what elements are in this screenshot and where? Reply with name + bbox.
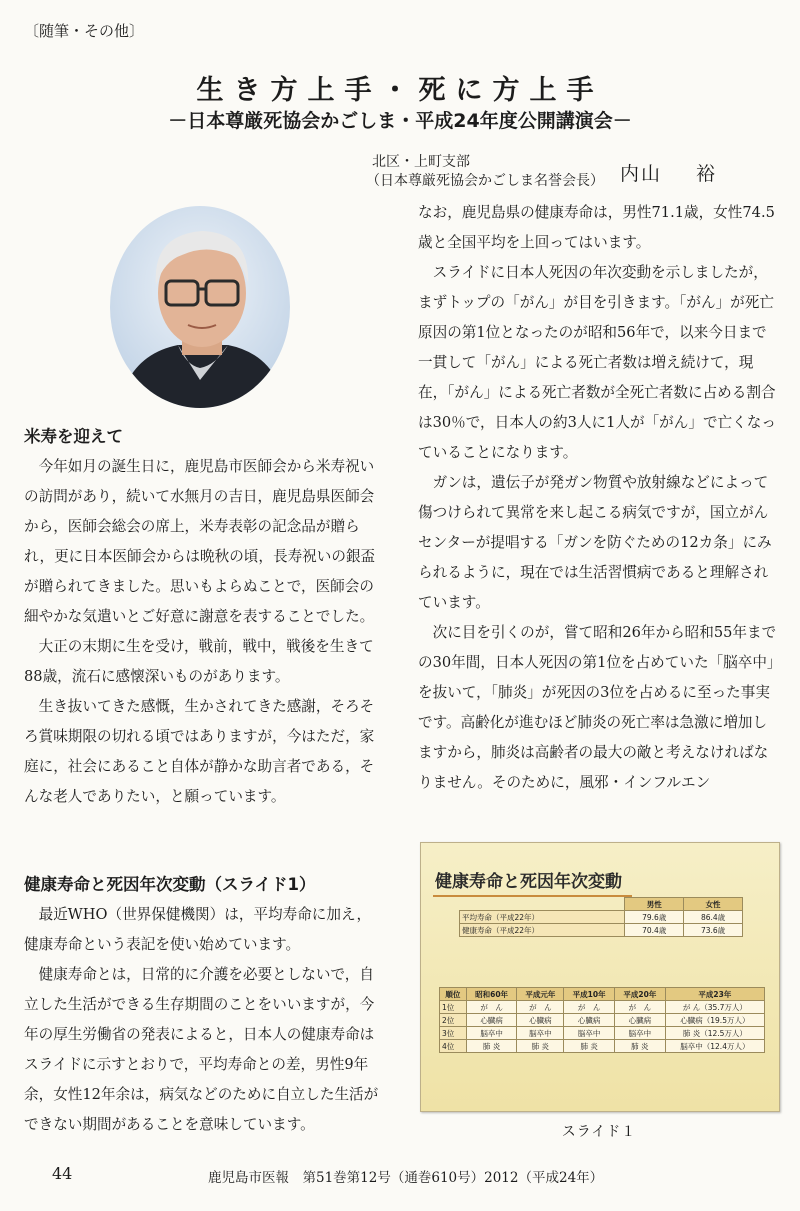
table-cell: 脳卒中 (466, 1027, 517, 1040)
table-cell: 73.6歳 (684, 924, 743, 937)
paragraph: なお，鹿児島県の健康寿命は，男性71.1歳，女性74.5歳と全国平均を上回ってはいます。 (418, 204, 775, 251)
table-cell: 心臓病 (517, 1014, 564, 1027)
table-cell: 肺 炎 (564, 1040, 615, 1053)
table-cell: 脳卒中 (615, 1027, 666, 1040)
table-cell: 70.4歳 (625, 924, 684, 937)
article-title: 生き方上手・死に方上手 (196, 75, 604, 106)
table-header-cell: 平成23年 (665, 988, 764, 1001)
page-number: 44 (52, 1164, 73, 1183)
table-cell: 心臓病（19.5万人） (665, 1014, 764, 1027)
table-cell: 肺 炎 (466, 1040, 517, 1053)
article-subtitle: －日本尊厳死協会かごしま・平成24年度公開講演会－ (168, 110, 632, 132)
table-row (440, 1040, 765, 1053)
section-health-lifespan (24, 870, 384, 1140)
slide-figure (420, 842, 780, 1112)
author-affiliation-branch: 北区・上町支部 (372, 154, 470, 170)
author-affiliation-title: （日本尊厳死協会かごしま名誉会長） (366, 173, 604, 189)
table-cell: 肺 炎 (615, 1040, 666, 1053)
author-portrait-image (108, 205, 292, 410)
paragraph: 生き抜いてきた感慨，生かされてきた感謝，そろそろ賞味期限の切れる頃ではありますが，今はただ，家庭に，社会にあること自体が静かな助言者である，そんな老人でありたい，と願っています。 (24, 698, 375, 805)
table-cell: 心臓病 (615, 1014, 666, 1027)
table-cell: 脳卒中 (564, 1027, 615, 1040)
table-row (460, 911, 743, 924)
table-header-cell: 昭和60年 (466, 988, 517, 1001)
table-cell: 心臓病 (564, 1014, 615, 1027)
paragraph: 健康寿命とは，日常的に介護を必要としないで，自立した生活ができる生存期間のことをいいますが，今年の厚生労働省の発表によると，日本人の健康寿命はスライドに示すとおりで，平均寿命との差，男性9年余，女性12年余は，病気などのために自立した生活ができない期間があることを意味しています。 (24, 966, 379, 1133)
section-beiju (24, 422, 384, 812)
table-header-cell: 平成元年 (517, 988, 564, 1001)
table-cell: が ん (466, 1001, 517, 1014)
paragraph: 大正の末期に生を受け，戦前，戦中，戦後を生きて88歳，流石に感懐深いものがあります。 (24, 638, 374, 685)
table-cell: 肺 炎（12.5万人） (665, 1027, 764, 1040)
right-column-text (418, 198, 780, 798)
table-cell: が ん (564, 1001, 615, 1014)
table-cell: 心臓病 (466, 1014, 517, 1027)
author-given-name: 裕 (696, 163, 718, 185)
table-header-row (460, 898, 743, 911)
paragraph: ガンは，遺伝子が発ガン物質や放射線などによって傷つけられて異常を来し起こる病気ですが，国立がんセンターが提唱する「ガンを防ぐための12カ条」にみられるように，現在では生活習慣病であると理解されています。 (418, 474, 772, 611)
table-header-cell: 女性 (684, 898, 743, 911)
table-cell: 79.6歳 (625, 911, 684, 924)
table-cell: 3位 (440, 1027, 467, 1040)
slide-caption: スライド１ (561, 1124, 637, 1140)
table-cell: 健康寿命（平成22年） (460, 924, 625, 937)
table-cell: 平均寿命（平成22年） (460, 911, 625, 924)
table-cell: が ん (517, 1001, 564, 1014)
table-header-cell (460, 898, 625, 911)
table-header-cell: 順位 (440, 988, 467, 1001)
table-cell: 2位 (440, 1014, 467, 1027)
section-heading-beiju: 米寿を迎えて (24, 427, 123, 446)
author-family-name: 内山 (620, 163, 663, 185)
table-cell: 脳卒中 (517, 1027, 564, 1040)
table-row (440, 1001, 765, 1014)
table-cell: が ん（35.7万人） (665, 1001, 764, 1014)
table-header-cell: 平成10年 (564, 988, 615, 1001)
paragraph: 今年如月の誕生日に，鹿児島市医師会から米寿祝いの訪問があり，続いて水無月の吉日，鹿児島県医師会から，医師会総会の席上，米寿表彰の記念品が贈られ，更に日本医師会からは晩秋の頃，長寿祝いの銀盃が贈られてきました。思いもよらぬことで，医師会の細やかな気遣いとご好意に謝意を表することでした。 (24, 458, 376, 625)
table-cell: が ん (615, 1001, 666, 1014)
table-row (460, 924, 743, 937)
causes-of-death-table (439, 987, 765, 1053)
table-header-cell: 男性 (625, 898, 684, 911)
table-row (440, 1014, 765, 1027)
life-expectancy-table (459, 897, 743, 937)
table-header-row (440, 988, 765, 1001)
category-label: 〔随筆・その他〕 (24, 22, 145, 40)
table-cell: 肺 炎 (517, 1040, 564, 1053)
table-cell: 1位 (440, 1001, 467, 1014)
table-cell: 86.4歳 (684, 911, 743, 924)
table-row (440, 1027, 765, 1040)
slide-title: 健康寿命と死因年次変動 (435, 867, 622, 892)
table-cell: 4位 (440, 1040, 467, 1053)
journal-footer: 鹿児島市医報 第51巻第12号（通巻610号）2012（平成24年） (208, 1170, 604, 1186)
section-heading-health-lifespan: 健康寿命と死因年次変動（スライド1） (24, 875, 316, 894)
paragraph: 最近WHO（世界保健機関）は，平均寿命に加え，健康寿命という表記を使い始めています。 (24, 906, 372, 953)
paragraph: スライドに日本人死因の年次変動を示しましたが，まずトップの「がん」が目を引きます。「がん」が死亡原因の第1位となったのが昭和56年で，以来今日まで一貫して「がん」による死亡者数は増え続けて，現在，「がん」による死亡者数が全死亡者数に占める割合は30％で，日本人の約3人に1人が「がん」で亡くなっていることになります。 (418, 264, 776, 461)
table-cell: 脳卒中（12.4万人） (665, 1040, 764, 1053)
author-portrait (108, 205, 292, 410)
author-name (620, 159, 790, 186)
table-header-cell: 平成20年 (615, 988, 666, 1001)
paragraph: 次に目を引くのが，嘗て昭和26年から昭和55年までの30年間，日本人死因の第1位を占めていた「脳卒中」を抜いて，「肺炎」が死因の3位を占めるに至った事実です。高齢化が進むほど肺炎の死亡率は急激に増加しますから，肺炎は高齢者の最大の敵と考えなければなりません。そのために，風邪・インフルエン (418, 624, 777, 791)
